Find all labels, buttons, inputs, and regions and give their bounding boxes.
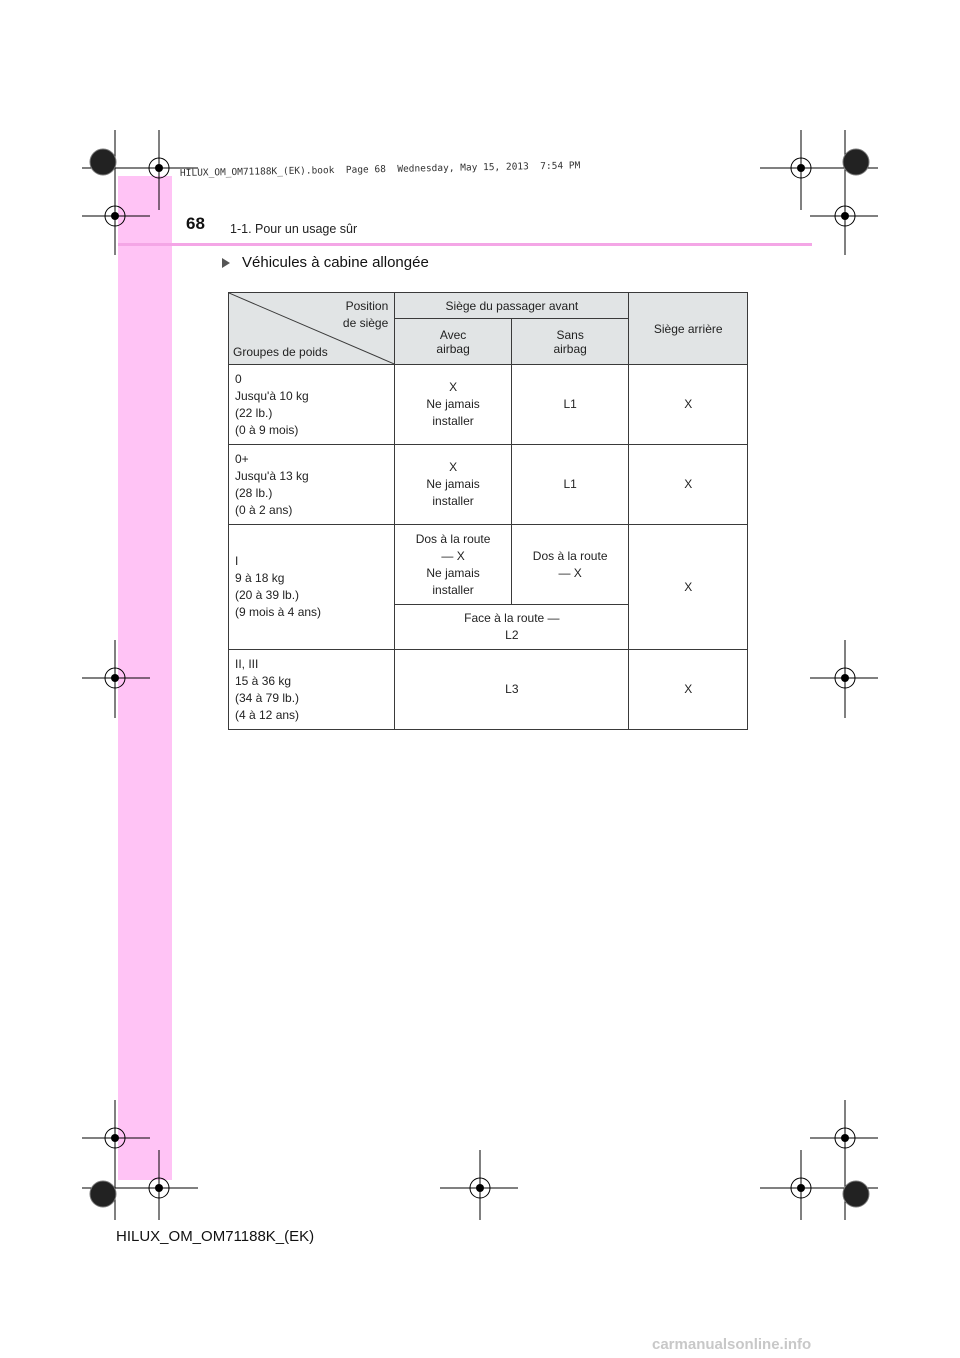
weight-group-cell: II, III 15 à 36 kg (34 à 79 lb.) (4 à 12 ans) bbox=[229, 650, 395, 730]
col-header-front-seat: Siège du passager avant bbox=[395, 293, 629, 319]
front-with-airbag-cell: Dos à la route — X Ne jamais installer bbox=[395, 525, 512, 605]
col-header-rear-seat: Siège arrière bbox=[629, 293, 748, 365]
header-rule bbox=[118, 243, 812, 246]
seat-suitability-table bbox=[228, 292, 748, 730]
weight-group-cell: I 9 à 18 kg (20 à 39 lb.) (9 mois à 4 ans) bbox=[229, 525, 395, 650]
front-without-airbag-cell: L1 bbox=[511, 445, 629, 525]
front-without-airbag-cell: L1 bbox=[511, 365, 629, 445]
rear-seat-cell: X bbox=[629, 525, 748, 650]
table-row bbox=[229, 365, 748, 445]
section-title: 1-1. Pour un usage sûr bbox=[230, 222, 358, 236]
front-forward-facing-cell: Face à la route — L2 bbox=[395, 605, 629, 650]
book-info-line: HILUX_OM_OM71188K_(EK).book Page 68 Wednesday, May 15, 2013 7:54 PM bbox=[179, 160, 581, 179]
page-number: 68 bbox=[186, 214, 205, 233]
front-without-airbag-cell: Dos à la route — X bbox=[511, 525, 629, 605]
weight-group-cell: 0 Jusqu'à 10 kg (22 lb.) (0 à 9 mois) bbox=[229, 365, 395, 445]
table-row bbox=[229, 525, 748, 605]
front-with-airbag-cell: X Ne jamais installer bbox=[395, 365, 512, 445]
sub-header-with-airbag: Avec airbag bbox=[395, 319, 512, 365]
corner-groups-label: Groupes de poids bbox=[233, 345, 328, 359]
table-corner-header bbox=[229, 293, 395, 365]
table-row bbox=[229, 445, 748, 525]
triangle-bullet-icon bbox=[222, 258, 230, 268]
footer-manual-code: HILUX_OM_OM71188K_(EK) bbox=[116, 1228, 315, 1245]
rear-seat-cell: X bbox=[629, 650, 748, 730]
watermark: carmanualsonline.info bbox=[652, 1336, 812, 1353]
front-with-airbag-cell: X Ne jamais installer bbox=[395, 445, 512, 525]
sidebar-color-band bbox=[118, 176, 172, 1180]
front-seat-cell: L3 bbox=[395, 650, 629, 730]
table-row bbox=[229, 650, 748, 730]
subsection-heading bbox=[222, 254, 429, 271]
subsection-title: Véhicules à cabine allongée bbox=[242, 254, 429, 271]
sub-header-without-airbag: Sans airbag bbox=[511, 319, 629, 365]
rear-seat-cell: X bbox=[629, 365, 748, 445]
rear-seat-cell: X bbox=[629, 445, 748, 525]
corner-position-label: Position de siège bbox=[342, 299, 389, 330]
weight-group-cell: 0+ Jusqu'à 13 kg (28 lb.) (0 à 2 ans) bbox=[229, 445, 395, 525]
